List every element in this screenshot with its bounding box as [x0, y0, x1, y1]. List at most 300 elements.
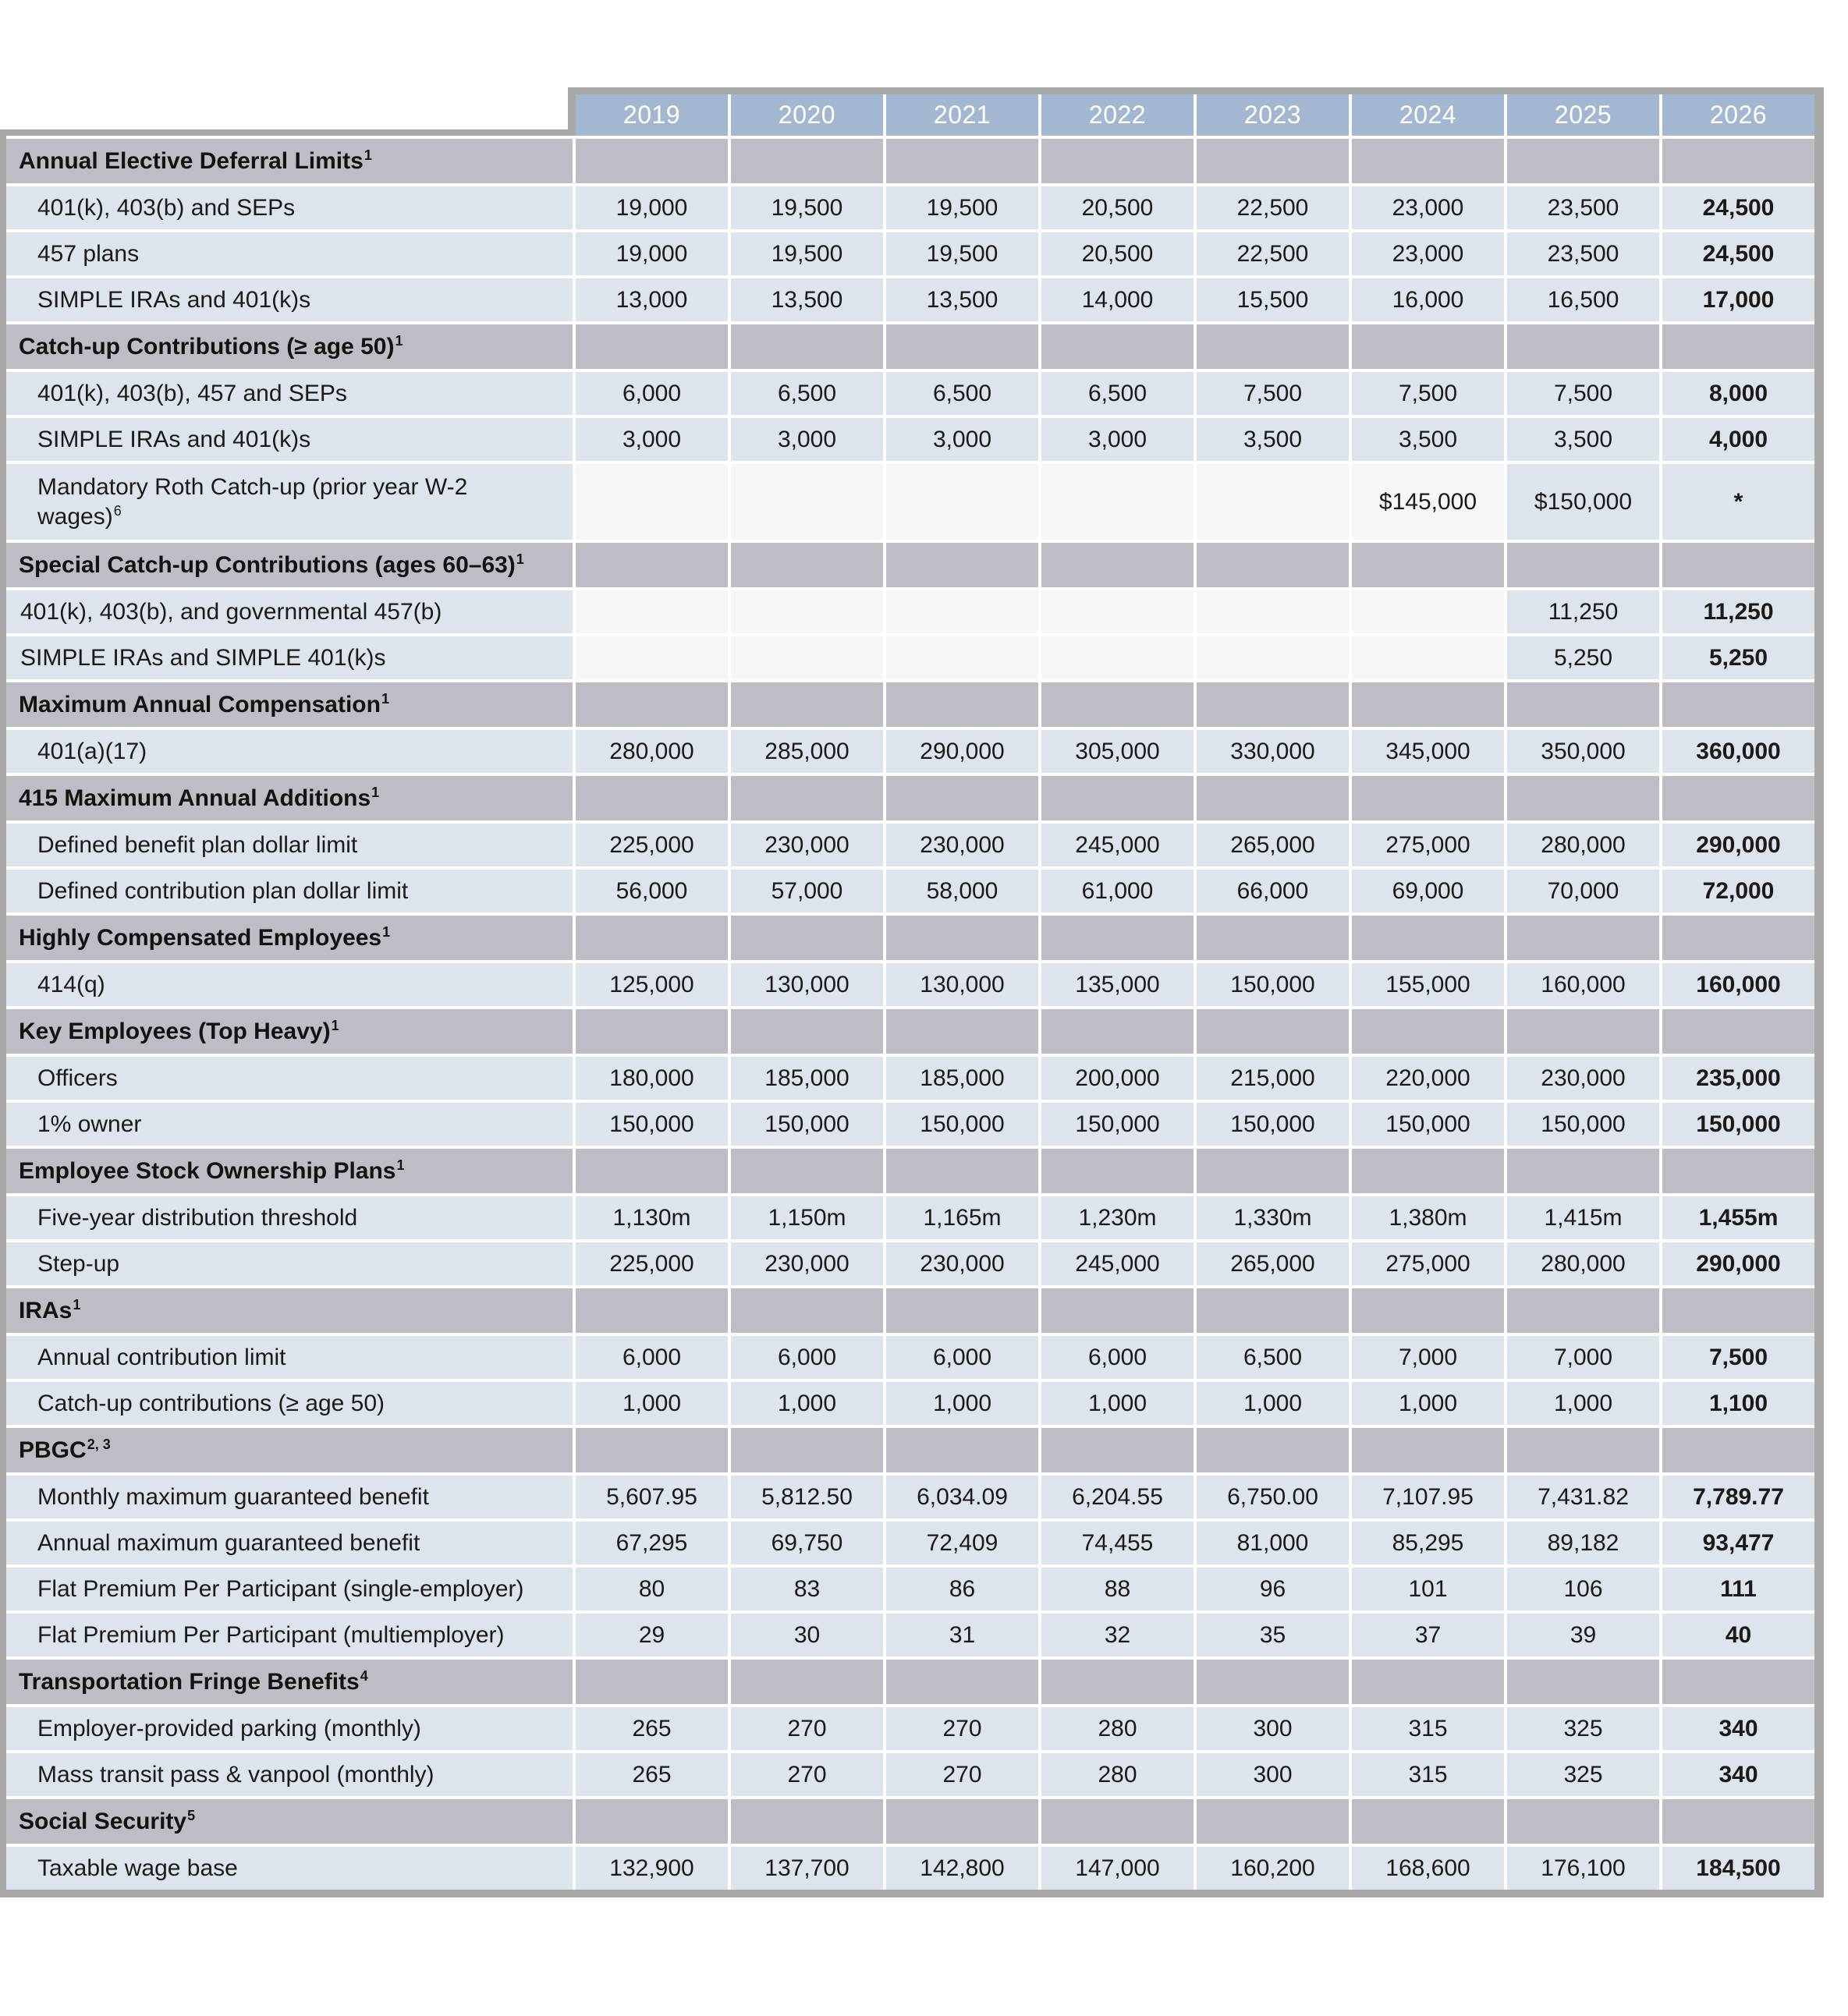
cell-2020: 137,700 — [731, 1847, 883, 1890]
footnote-marker: 1 — [382, 923, 391, 940]
cell-2024 — [1352, 590, 1504, 633]
section-spacer-2023 — [1197, 1009, 1349, 1054]
cell-2019: 6,000 — [576, 1336, 728, 1379]
section-spacer-2023 — [1197, 1288, 1349, 1333]
cell-2026: 184,500 — [1662, 1847, 1814, 1890]
cell-2020: 19,500 — [731, 186, 883, 229]
cell-2024: 69,000 — [1352, 870, 1504, 912]
section-spacer-2024 — [1352, 1428, 1504, 1472]
cell-2024: 275,000 — [1352, 1242, 1504, 1285]
cell-2026: 340 — [1662, 1707, 1814, 1750]
cell-2020: 19,500 — [731, 232, 883, 275]
table-row — [6, 1057, 1814, 1100]
cell-2024: 101 — [1352, 1568, 1504, 1610]
row-label-text — [37, 1064, 118, 1093]
table-row — [6, 1707, 1814, 1750]
row-label — [6, 1476, 573, 1518]
cell-2024: 155,000 — [1352, 963, 1504, 1006]
cell-2023: 22,500 — [1197, 186, 1349, 229]
section-spacer-2023 — [1197, 1660, 1349, 1704]
cell-2019: 1,130m — [576, 1196, 728, 1239]
section-spacer-2023 — [1197, 139, 1349, 183]
row-label-value: Mandatory Roth Catch-up (prior year W-2 wages) — [37, 474, 468, 530]
row-label — [6, 372, 573, 415]
cell-2022: 14,000 — [1041, 278, 1194, 321]
cell-2020: 230,000 — [731, 1242, 883, 1285]
section-row — [6, 682, 1814, 727]
row-label-text — [37, 737, 147, 767]
cell-2026: 72,000 — [1662, 870, 1814, 912]
cell-2023: 265,000 — [1197, 1242, 1349, 1285]
cell-2025: 106 — [1507, 1568, 1659, 1610]
cell-2022: 280 — [1041, 1753, 1194, 1796]
cell-2025: 7,431.82 — [1507, 1476, 1659, 1518]
section-spacer-2019 — [576, 1009, 728, 1054]
section-spacer-2020 — [731, 1660, 883, 1704]
table-row — [6, 1522, 1814, 1564]
section-row — [6, 1660, 1814, 1704]
section-spacer-2023 — [1197, 324, 1349, 369]
section-spacer-2025 — [1507, 1009, 1659, 1054]
cell-2023: 6,750.00 — [1197, 1476, 1349, 1518]
cell-2022: 61,000 — [1041, 870, 1194, 912]
cell-2024: 16,000 — [1352, 278, 1504, 321]
section-label-value: Highly Compensated Employees — [19, 924, 382, 951]
row-label-text — [37, 425, 310, 455]
section-spacer-2019 — [576, 1660, 728, 1704]
cell-2022: 280 — [1041, 1707, 1194, 1750]
section-label-text — [19, 1157, 405, 1186]
section-label — [6, 916, 573, 960]
cell-2021: 185,000 — [886, 1057, 1038, 1100]
cell-2024: 345,000 — [1352, 730, 1504, 773]
section-label-text — [19, 332, 403, 362]
table-row — [6, 464, 1814, 540]
section-label-text — [19, 1296, 80, 1326]
cell-2020: 6,000 — [731, 1336, 883, 1379]
section-spacer-2019 — [576, 1799, 728, 1844]
section-row — [6, 1009, 1814, 1054]
section-spacer-2022 — [1041, 682, 1194, 727]
cell-2021 — [886, 636, 1038, 679]
row-label — [6, 464, 573, 540]
section-spacer-2025 — [1507, 682, 1659, 727]
section-spacer-2021 — [886, 139, 1038, 183]
table-row — [6, 1196, 1814, 1239]
section-spacer-2025 — [1507, 1660, 1659, 1704]
section-label — [6, 543, 573, 587]
section-label — [6, 1288, 573, 1333]
section-spacer-2025 — [1507, 776, 1659, 820]
footnote-marker: 1 — [395, 332, 403, 349]
footnote-marker: 1 — [381, 690, 389, 707]
section-spacer-2023 — [1197, 916, 1349, 960]
row-label-text — [37, 1621, 505, 1650]
section-spacer-2025 — [1507, 1799, 1659, 1844]
cell-2020: 5,812.50 — [731, 1476, 883, 1518]
row-label-value: 401(k), 403(b), 457 and SEPs — [37, 380, 347, 406]
section-spacer-2021 — [886, 1149, 1038, 1193]
section-spacer-2023 — [1197, 682, 1349, 727]
section-spacer-2026 — [1662, 1009, 1814, 1054]
cell-2020: 130,000 — [731, 963, 883, 1006]
cell-2025: 39 — [1507, 1614, 1659, 1656]
cell-2026: * — [1662, 464, 1814, 540]
row-label-text — [37, 379, 347, 409]
cell-2023: 300 — [1197, 1707, 1349, 1750]
footnote-marker: 1 — [516, 551, 524, 567]
row-label-text — [37, 1249, 119, 1279]
footnote-marker: 2, 3 — [87, 1436, 111, 1452]
section-label-value: Annual Elective Deferral Limits — [19, 147, 364, 174]
section-spacer-2022 — [1041, 776, 1194, 820]
cell-2022 — [1041, 636, 1194, 679]
cell-2024 — [1352, 636, 1504, 679]
cell-2025: 230,000 — [1507, 1057, 1659, 1100]
cell-2019: 13,000 — [576, 278, 728, 321]
cell-2020: 230,000 — [731, 824, 883, 866]
cell-2023: 96 — [1197, 1568, 1349, 1610]
section-spacer-2019 — [576, 776, 728, 820]
section-label-text — [19, 1017, 339, 1047]
cell-2020: 270 — [731, 1753, 883, 1796]
row-label-value: Monthly maximum guaranteed benefit — [37, 1483, 429, 1510]
footnote-marker: 1 — [396, 1157, 405, 1173]
cell-2019 — [576, 636, 728, 679]
cell-2024: 7,107.95 — [1352, 1476, 1504, 1518]
row-label — [6, 1336, 573, 1379]
table-row — [6, 824, 1814, 866]
cell-2021: 19,500 — [886, 232, 1038, 275]
year-header-2026: 2026 — [1662, 94, 1814, 136]
cell-2026: 150,000 — [1662, 1103, 1814, 1146]
section-spacer-2024 — [1352, 1799, 1504, 1844]
cell-2025: 350,000 — [1507, 730, 1659, 773]
row-label-text — [20, 597, 442, 627]
cell-2025: 325 — [1507, 1707, 1659, 1750]
cell-2023: 3,500 — [1197, 418, 1349, 461]
section-spacer-2022 — [1041, 324, 1194, 369]
cell-2019: 5,607.95 — [576, 1476, 728, 1518]
cell-2021: 3,000 — [886, 418, 1038, 461]
section-spacer-2021 — [886, 1009, 1038, 1054]
cell-2021: 72,409 — [886, 1522, 1038, 1564]
row-label-text — [37, 970, 105, 1000]
cell-2023: 81,000 — [1197, 1522, 1349, 1564]
cell-2023: 150,000 — [1197, 1103, 1349, 1146]
cell-2019: 3,000 — [576, 418, 728, 461]
table-body — [0, 136, 1824, 1897]
section-spacer-2024 — [1352, 776, 1504, 820]
section-spacer-2022 — [1041, 1799, 1194, 1844]
row-label — [6, 418, 573, 461]
table-row — [6, 1847, 1814, 1890]
section-label-text — [19, 1436, 111, 1465]
cell-2025: 89,182 — [1507, 1522, 1659, 1564]
section-label-value: Key Employees (Top Heavy) — [19, 1018, 331, 1044]
cell-2024: 3,500 — [1352, 418, 1504, 461]
section-spacer-2020 — [731, 1288, 883, 1333]
section-spacer-2026 — [1662, 682, 1814, 727]
section-spacer-2020 — [731, 1149, 883, 1193]
cell-2026: 17,000 — [1662, 278, 1814, 321]
cell-2024: $145,000 — [1352, 464, 1504, 540]
table-row — [6, 1103, 1814, 1146]
row-label-text — [37, 285, 310, 315]
cell-2019: 225,000 — [576, 824, 728, 866]
section-label — [6, 1149, 573, 1193]
section-spacer-2026 — [1662, 1428, 1814, 1472]
cell-2023: 265,000 — [1197, 824, 1349, 866]
row-label-text — [37, 831, 357, 860]
section-spacer-2022 — [1041, 139, 1194, 183]
cell-2021: 230,000 — [886, 824, 1038, 866]
section-label — [6, 324, 573, 369]
cell-2020: 150,000 — [731, 1103, 883, 1146]
section-spacer-2022 — [1041, 1149, 1194, 1193]
row-label — [6, 278, 573, 321]
cell-2019: 125,000 — [576, 963, 728, 1006]
cell-2023: 15,500 — [1197, 278, 1349, 321]
row-label — [6, 1568, 573, 1610]
section-label-text — [19, 690, 389, 720]
cell-2021: 270 — [886, 1753, 1038, 1796]
cell-2019: 265 — [576, 1707, 728, 1750]
section-row — [6, 543, 1814, 587]
cell-2022: 1,230m — [1041, 1196, 1194, 1239]
section-spacer-2026 — [1662, 139, 1814, 183]
cell-2024: 150,000 — [1352, 1103, 1504, 1146]
section-spacer-2023 — [1197, 1428, 1349, 1472]
section-spacer-2022 — [1041, 543, 1194, 587]
cell-2023: 22,500 — [1197, 232, 1349, 275]
footnote-marker: 6 — [113, 502, 122, 519]
cell-2021: 6,000 — [886, 1336, 1038, 1379]
table-row — [6, 1568, 1814, 1610]
footnote-marker: 1 — [331, 1017, 339, 1033]
cell-2022: 1,000 — [1041, 1382, 1194, 1425]
cell-2021: 6,034.09 — [886, 1476, 1038, 1518]
section-spacer-2019 — [576, 1288, 728, 1333]
cell-2022: 3,000 — [1041, 418, 1194, 461]
section-spacer-2024 — [1352, 1288, 1504, 1333]
section-spacer-2022 — [1041, 1428, 1194, 1472]
section-spacer-2023 — [1197, 543, 1349, 587]
row-label-value: Mass transit pass & vanpool (monthly) — [37, 1761, 435, 1787]
section-spacer-2019 — [576, 324, 728, 369]
cell-2022: 245,000 — [1041, 824, 1194, 866]
section-spacer-2026 — [1662, 1288, 1814, 1333]
cell-2022: 20,500 — [1041, 186, 1194, 229]
section-spacer-2021 — [886, 916, 1038, 960]
cell-2019: 6,000 — [576, 372, 728, 415]
cell-2022: 6,500 — [1041, 372, 1194, 415]
section-spacer-2020 — [731, 776, 883, 820]
section-row — [6, 139, 1814, 183]
section-label-value: IRAs — [19, 1297, 73, 1323]
row-label-value: Annual maximum guaranteed benefit — [37, 1529, 420, 1556]
footnote-marker: 4 — [360, 1667, 368, 1684]
section-spacer-2025 — [1507, 139, 1659, 183]
cell-2019: 225,000 — [576, 1242, 728, 1285]
section-spacer-2021 — [886, 1428, 1038, 1472]
cell-2023: 1,330m — [1197, 1196, 1349, 1239]
retirement-limits-table — [0, 87, 1824, 1897]
cell-2026: 1,455m — [1662, 1196, 1814, 1239]
row-label-value: 457 plans — [37, 240, 140, 267]
cell-2026: 290,000 — [1662, 1242, 1814, 1285]
row-label — [6, 870, 573, 912]
footnote-marker: 1 — [364, 147, 372, 163]
table-row — [6, 730, 1814, 773]
cell-2024: 23,000 — [1352, 186, 1504, 229]
section-spacer-2021 — [886, 776, 1038, 820]
row-label-value: SIMPLE IRAs and 401(k)s — [37, 426, 311, 452]
row-label — [6, 1242, 573, 1285]
section-spacer-2020 — [731, 139, 883, 183]
cell-2020: 69,750 — [731, 1522, 883, 1564]
table-row — [6, 590, 1814, 633]
cell-2023 — [1197, 590, 1349, 633]
section-label — [6, 1009, 573, 1054]
cell-2023: 330,000 — [1197, 730, 1349, 773]
row-label-text — [37, 1343, 286, 1373]
table-row — [6, 372, 1814, 415]
cell-2021: 270 — [886, 1707, 1038, 1750]
cell-2021: 230,000 — [886, 1242, 1038, 1285]
year-header-2025: 2025 — [1507, 94, 1659, 136]
section-label-value: Special Catch-up Contributions (ages 60–63) — [19, 551, 516, 578]
section-label — [6, 139, 573, 183]
cell-2025: 150,000 — [1507, 1103, 1659, 1146]
cell-2026: 5,250 — [1662, 636, 1814, 679]
section-spacer-2025 — [1507, 1428, 1659, 1472]
section-spacer-2022 — [1041, 916, 1194, 960]
cell-2021: 86 — [886, 1568, 1038, 1610]
section-row — [6, 916, 1814, 960]
table-row — [6, 232, 1814, 275]
cell-2025: 70,000 — [1507, 870, 1659, 912]
cell-2024: 220,000 — [1352, 1057, 1504, 1100]
row-label-text — [37, 1389, 385, 1419]
row-label-text — [37, 1575, 524, 1604]
section-spacer-2026 — [1662, 1799, 1814, 1844]
year-header-2020: 2020 — [731, 94, 883, 136]
row-label-value: Officers — [37, 1065, 118, 1091]
cell-2025: 176,100 — [1507, 1847, 1659, 1890]
section-spacer-2026 — [1662, 324, 1814, 369]
table-row — [6, 636, 1814, 679]
cell-2025: 3,500 — [1507, 418, 1659, 461]
cell-2019: 19,000 — [576, 186, 728, 229]
section-spacer-2022 — [1041, 1009, 1194, 1054]
section-label-text — [19, 147, 372, 176]
cell-2020: 57,000 — [731, 870, 883, 912]
cell-2022: 305,000 — [1041, 730, 1194, 773]
section-spacer-2024 — [1352, 682, 1504, 727]
cell-2020: 270 — [731, 1707, 883, 1750]
section-spacer-2020 — [731, 1009, 883, 1054]
section-spacer-2025 — [1507, 916, 1659, 960]
cell-2025: 1,415m — [1507, 1196, 1659, 1239]
cell-2026: 93,477 — [1662, 1522, 1814, 1564]
cell-2020 — [731, 590, 883, 633]
row-label — [6, 186, 573, 229]
row-label-value: Defined contribution plan dollar limit — [37, 877, 409, 904]
section-row — [6, 324, 1814, 369]
cell-2021: 290,000 — [886, 730, 1038, 773]
section-spacer-2023 — [1197, 776, 1349, 820]
cell-2023: 7,500 — [1197, 372, 1349, 415]
cell-2026: 11,250 — [1662, 590, 1814, 633]
table-row — [6, 1614, 1814, 1656]
section-label — [6, 776, 573, 820]
cell-2025: 23,500 — [1507, 186, 1659, 229]
section-spacer-2021 — [886, 324, 1038, 369]
cell-2020: 1,000 — [731, 1382, 883, 1425]
cell-2019: 280,000 — [576, 730, 728, 773]
cell-2023: 300 — [1197, 1753, 1349, 1796]
cell-2026: 360,000 — [1662, 730, 1814, 773]
cell-2021: 1,000 — [886, 1382, 1038, 1425]
row-label-value: 414(q) — [37, 971, 105, 997]
section-spacer-2026 — [1662, 1149, 1814, 1193]
table-row — [6, 418, 1814, 461]
cell-2025: 16,500 — [1507, 278, 1659, 321]
row-label — [6, 1196, 573, 1239]
row-label — [6, 1614, 573, 1656]
section-spacer-2022 — [1041, 1660, 1194, 1704]
footnote-marker: 1 — [371, 784, 380, 800]
section-spacer-2025 — [1507, 1288, 1659, 1333]
cell-2023: 66,000 — [1197, 870, 1349, 912]
cell-2026: 7,789.77 — [1662, 1476, 1814, 1518]
section-label-value: 415 Maximum Annual Additions — [19, 785, 371, 811]
row-label — [6, 730, 573, 773]
cell-2019: 265 — [576, 1753, 728, 1796]
section-spacer-2025 — [1507, 324, 1659, 369]
section-label — [6, 682, 573, 727]
cell-2019: 1,000 — [576, 1382, 728, 1425]
cell-2019: 29 — [576, 1614, 728, 1656]
cell-2020: 1,150m — [731, 1196, 883, 1239]
row-label-value: Annual contribution limit — [37, 1344, 286, 1370]
cell-2024: 37 — [1352, 1614, 1504, 1656]
section-row — [6, 1149, 1814, 1193]
cell-2019: 80 — [576, 1568, 728, 1610]
cell-2025: 5,250 — [1507, 636, 1659, 679]
section-spacer-2024 — [1352, 916, 1504, 960]
table-corner-spacer — [0, 87, 568, 136]
row-label-value: Flat Premium Per Participant (multiemployer) — [37, 1621, 505, 1648]
section-spacer-2022 — [1041, 1288, 1194, 1333]
cell-2026: 7,500 — [1662, 1336, 1814, 1379]
cell-2022: 6,000 — [1041, 1336, 1194, 1379]
section-spacer-2026 — [1662, 916, 1814, 960]
section-spacer-2026 — [1662, 1660, 1814, 1704]
section-spacer-2024 — [1352, 1149, 1504, 1193]
cell-2022: 147,000 — [1041, 1847, 1194, 1890]
cell-2025: 23,500 — [1507, 232, 1659, 275]
cell-2025: 325 — [1507, 1753, 1659, 1796]
section-spacer-2025 — [1507, 1149, 1659, 1193]
cell-2022: 245,000 — [1041, 1242, 1194, 1285]
cell-2021 — [886, 464, 1038, 540]
cell-2021: 150,000 — [886, 1103, 1038, 1146]
section-label-value: Employee Stock Ownership Plans — [19, 1157, 396, 1184]
cell-2020: 13,500 — [731, 278, 883, 321]
cell-2022 — [1041, 590, 1194, 633]
